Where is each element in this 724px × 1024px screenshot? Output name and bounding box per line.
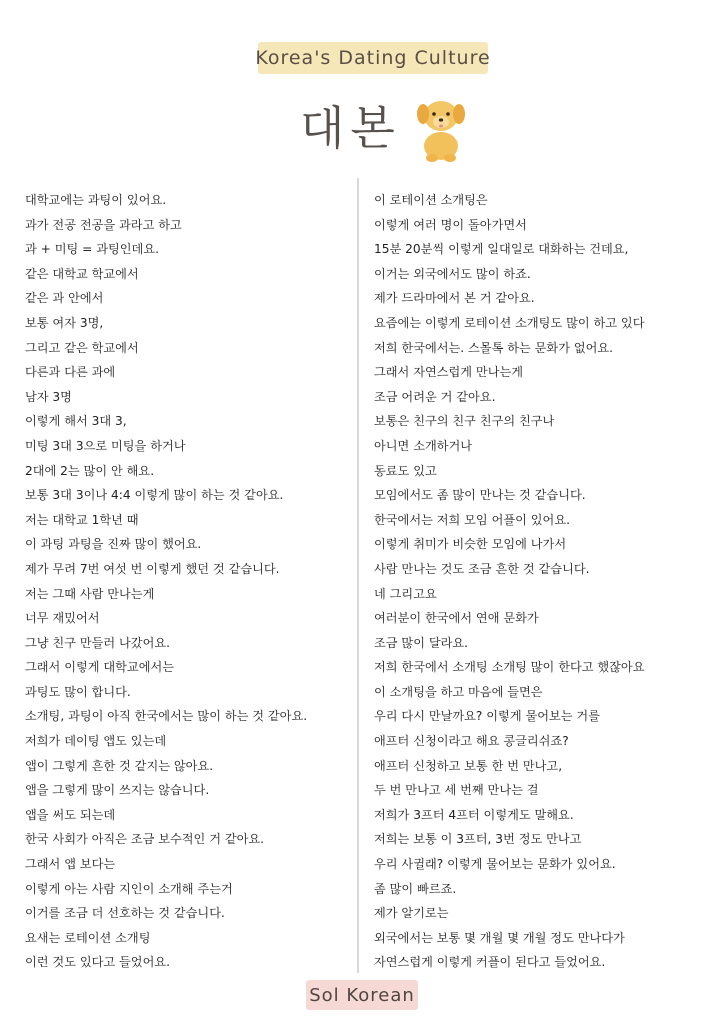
script-line: 이 소개팅을 하고 마음에 들면은 [374,684,543,699]
script-line: 보통 여자 3명, [25,315,104,330]
script-line: 그냥 친구 만들러 나갔어요. [25,635,171,650]
script-line: 두 번 만나고 세 번째 만나는 걸 [374,783,539,798]
script-line: 2대에 2는 많이 안 해요. [25,463,155,478]
script-line: 아니면 소개하거나 [374,438,473,453]
script-line: 저희가 3프터 4프터 이렇게도 말해요. [374,807,574,822]
script-line: 여러분이 한국에서 연애 문화가 [374,611,539,626]
script-line: 조금 많이 달라요. [374,635,469,650]
script-line: 저희가 데이팅 앱도 있는데 [25,734,167,749]
script-line: 요즘에는 이렇게 로테이션 소개팅도 많이 하고 있다 [374,315,645,330]
script-line: 소개팅, 과팅이 아직 한국에서는 많이 하는 것 같아요. [25,709,308,724]
script-line: 이 로테이션 소개팅은 [374,193,488,207]
script-line: 과팅도 많이 합니다. [25,684,131,699]
script-line: 동료도 있고 [374,463,437,478]
script-line: 과 + 미팅 = 과팅인데요. [25,242,159,257]
script-line: 앱을 그렇게 많이 쓰지는 않습니다. [25,783,210,798]
page-title: 대본 [300,101,401,155]
script-column-right [374,188,716,975]
script-line: 저희는 보통 이 3프터, 3번 정도 만나고 [374,832,582,847]
script-line: 네 그리고요 [374,586,437,601]
script-line: 같은 과 안에서 [25,291,104,306]
script-line: 그래서 자연스럽게 만나는게 [374,365,524,380]
script-line: 너무 재밌어서 [25,611,100,626]
script-line: 이런 것도 있다고 들었어요. [25,955,171,970]
script-line: 이렇게 아는 사람 지인이 소개해 주는거 [25,881,233,896]
script-line: 앱을 써도 되는데 [25,807,116,822]
script-line: 제가 알기로는 [374,906,449,921]
script-line: 요새는 로테이션 소개팅 [25,930,151,945]
script-line: 15분 20분씩 이렇게 일대일로 대화하는 건데요, [374,242,629,257]
script-line: 좀 많이 빠르죠. [374,881,457,896]
script-line: 앱이 그렇게 흔한 것 같지는 않아요. [25,758,214,773]
script-line: 사람 만나는 것도 조금 흔한 것 같습니다. [374,561,590,576]
script-line: 대학교에는 과팅이 있어요. [25,193,167,207]
script-line: 제가 무려 7번 여섯 번 이렇게 했던 것 같습니다. [25,561,280,576]
script-line: 이거를 조금 더 선호하는 것 같습니다. [25,906,225,921]
script-line: 이렇게 해서 3대 3, [25,414,127,429]
script-line: 우리 다시 만날까요? 이렇게 물어보는 거를 [374,709,600,724]
script-line: 그래서 이렇게 대학교에서는 [25,660,175,675]
column-divider [357,178,359,973]
script-line: 과가 전공 전공을 과라고 하고 [25,217,182,232]
script-line: 한국에서는 저희 모임 어플이 있어요. [374,512,570,527]
script-line: 남자 3명 [25,389,72,404]
script-line: 애프터 신청이라고 해요 콩글리쉬죠? [374,734,569,749]
script-line: 모임에서도 좀 많이 만나는 것 같습니다. [374,488,586,503]
script-line: 이 과팅 과팅을 진짜 많이 했어요. [25,537,202,552]
script-line: 외국에서는 보통 몇 개월 몇 개월 정도 만나다가 [374,930,625,945]
script-line: 그래서 앱 보다는 [25,857,116,872]
script-line: 이거는 외국에서도 많이 하죠. [374,266,531,281]
page-subtitle: Korea's Dating Culture [258,42,488,74]
script-line: 다른과 다른 과에 [25,365,116,380]
script-line: 자연스럽게 이렇게 커플이 된다고 들었어요. [374,955,606,970]
script-column-left [25,188,355,975]
script-line: 그리고 같은 학교에서 [25,340,139,355]
script-line: 조금 어려운 거 같아요. [374,389,496,404]
script-line: 애프터 신청하고 보통 한 번 만나고, [374,758,563,773]
script-line: 보통은 친구의 친구 친구의 친구나 [374,414,555,429]
script-line: 저는 대학교 1학년 때 [25,512,139,527]
script-line: 미팅 3대 3으로 미팅을 하거나 [25,438,186,453]
footer-brand: Sol Korean [306,980,418,1010]
script-line: 이렇게 여러 명이 돌아가면서 [374,217,527,232]
script-line: 저희 한국에서는. 스몰톡 하는 문화가 없어요. [374,340,614,355]
script-line: 저는 그때 사람 만나는게 [25,586,155,601]
script-line: 보통 3대 3이나 4:4 이렇게 많이 하는 것 같아요. [25,488,284,503]
script-line: 같은 대학교 학교에서 [25,266,139,281]
script-line: 한국 사회가 아직은 조금 보수적인 거 같아요. [25,832,265,847]
script-line: 이렇게 취미가 비슷한 모임에 나가서 [374,537,567,552]
script-line: 제가 드라마에서 본 거 같아요. [374,291,535,306]
script-line: 저희 한국에서 소개팅 소개팅 많이 한다고 했잖아요 [374,660,645,675]
puppy-icon [412,92,470,164]
script-line: 우리 사귈래? 이렇게 물어보는 문화가 있어요. [374,857,616,872]
